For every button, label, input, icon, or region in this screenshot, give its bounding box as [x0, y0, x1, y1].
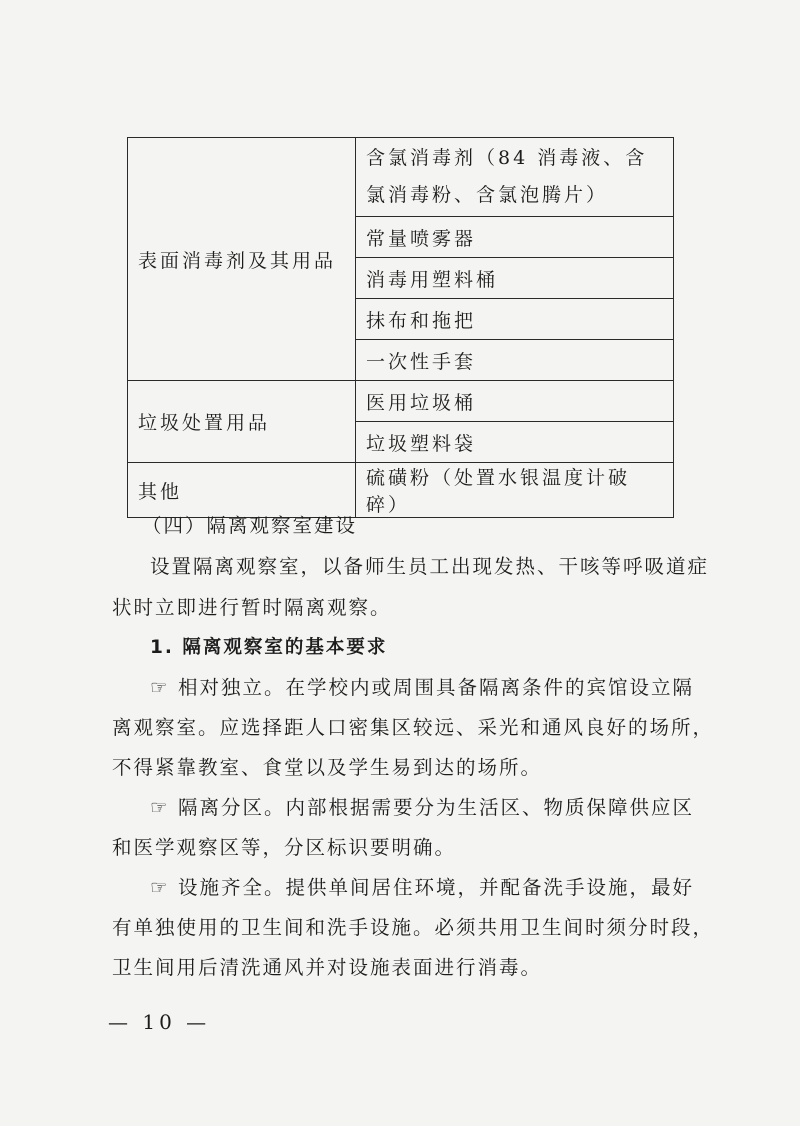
table-cell-item: 垃圾塑料袋: [356, 422, 674, 463]
section-title: （四）隔离观察室建设: [142, 514, 358, 537]
page-number: — 10 —: [108, 1010, 211, 1034]
paragraph-line: 设置隔离观察室，以备师生员工出现发热、干咳等呼吸道症: [150, 555, 710, 578]
bullet-line: [150, 872, 694, 900]
table-row: [128, 381, 674, 422]
table-cell-category: 垃圾处置用品: [128, 381, 356, 463]
supplies-table: [127, 137, 674, 518]
pointing-hand-icon: ☞: [150, 876, 170, 899]
bullet-line: [150, 672, 694, 700]
paragraph-line: 卫生间用后清洗通风并对设施表面进行消毒。: [112, 956, 543, 979]
table-row: [128, 138, 674, 217]
bullet-line: [150, 792, 694, 820]
bullet-text: 隔离分区。内部根据需要分为生活区、物质保障供应区: [178, 796, 695, 819]
paragraph-line: 和医学观察区等，分区标识要明确。: [112, 836, 457, 859]
paragraph-line: 不得紧靠教室、食堂以及学生易到达的场所。: [112, 756, 543, 779]
table-cell-item: 硫磺粉（处置水银温度计破碎）: [356, 463, 674, 518]
table-cell-item: 含氯消毒剂（84 消毒液、含氯消毒粉、含氯泡腾片）: [356, 138, 674, 217]
bullet-text: 设施齐全。提供单间居住环境，并配备洗手设施，最好: [178, 876, 695, 899]
pointing-hand-icon: ☞: [150, 796, 170, 819]
table-cell-item: 医用垃圾桶: [356, 381, 674, 422]
table-cell-item: 抹布和拖把: [356, 299, 674, 340]
pointing-hand-icon: ☞: [150, 676, 170, 699]
paragraph-line: 有单独使用的卫生间和洗手设施。必须共用卫生间时须分时段，: [112, 916, 715, 939]
table-cell-item: 常量喷雾器: [356, 217, 674, 258]
subheading: 1. 隔离观察室的基本要求: [150, 637, 388, 658]
paragraph-line: 离观察室。应选择距人口密集区较远、采光和通风良好的场所，: [112, 716, 715, 739]
table-cell-item: 消毒用塑料桶: [356, 258, 674, 299]
paragraph-line: 状时立即进行暂时隔离观察。: [112, 596, 392, 619]
table-cell-category: 表面消毒剂及其用品: [128, 138, 356, 381]
table-cell-item: 一次性手套: [356, 340, 674, 381]
table-cell-category: 其他: [128, 463, 356, 518]
bullet-text: 相对独立。在学校内或周围具备隔离条件的宾馆设立隔: [178, 676, 695, 699]
